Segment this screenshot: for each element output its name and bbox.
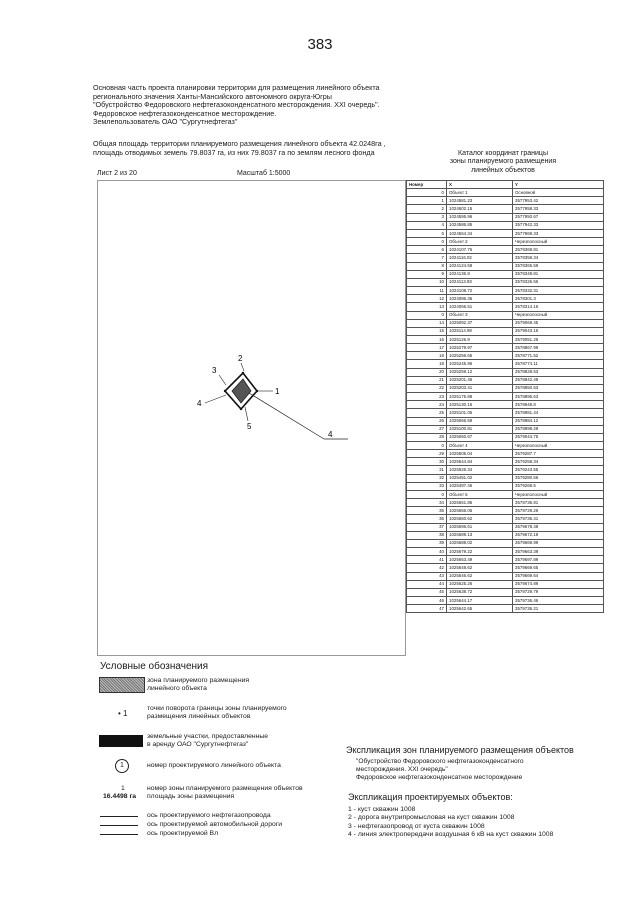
explication-object-item: 1 - куст скважин 1008: [348, 806, 416, 813]
cell-number: 33: [407, 482, 447, 490]
cell-number: 17: [407, 344, 447, 352]
table-row: [407, 556, 604, 564]
point-symbol-number: 1: [123, 709, 128, 718]
map-label-point-2: 2: [238, 354, 243, 363]
table-row: [407, 384, 604, 392]
cell-y: Черезполосный: [513, 490, 604, 498]
cell-number: 0: [407, 311, 447, 319]
cell-y: 3578828.53: [513, 368, 604, 376]
table-row: [407, 246, 604, 254]
cell-number: 9: [407, 270, 447, 278]
cell-y: 3579669.99: [513, 539, 604, 547]
cell-number: 16: [407, 335, 447, 343]
cell-number: 41: [407, 556, 447, 564]
cell-x: 1025101.06: [447, 409, 513, 417]
table-row: [407, 482, 604, 490]
cell-number: 2: [407, 205, 447, 213]
cell-x: 1025066.59: [447, 417, 513, 425]
table-row: [407, 335, 604, 343]
cell-y: 3578842.48: [513, 376, 604, 384]
table-row: [407, 417, 604, 425]
cell-number: 3: [407, 213, 447, 221]
table-row: [407, 376, 604, 384]
zone-number-area: 16.4498 га: [103, 793, 137, 800]
cell-x: 1024602.15: [447, 205, 513, 213]
table-row: [407, 254, 604, 262]
cell-number: 25: [407, 409, 447, 417]
cell-x: 1024564.34: [447, 229, 513, 237]
cell-x: 1025544.84: [447, 458, 513, 466]
table-row: [407, 327, 604, 335]
cell-y: 3579069.45: [513, 319, 604, 327]
document-header: [93, 84, 533, 127]
cell-y: 3579697.89: [513, 556, 604, 564]
cell-x: 1025279.97: [447, 344, 513, 352]
explication-zones-line: месторождения. XXI очередь": [356, 766, 448, 773]
cell-number: 21: [407, 376, 447, 384]
explication-object-item: 4 - линия электропередачи воздушная 6 кВ на куст скважин 1008: [348, 831, 554, 839]
pipeline-line-symbol: [100, 816, 138, 817]
cell-number: 37: [407, 523, 447, 531]
table-row: [407, 401, 604, 409]
cell-y: 3579669.64: [513, 572, 604, 580]
table-row: [407, 458, 604, 466]
cell-y: 3577958.33: [513, 205, 604, 213]
cell-x: 1025679.22: [447, 548, 513, 556]
column-header-y: Y: [513, 181, 604, 189]
legend-line-pipeline: ось проектируемого нефтегазопровода: [147, 812, 271, 819]
map-label-point-3: 3: [212, 366, 217, 375]
header-line: регионального значения Ханты-Мансийского автономного округа-Югры: [93, 91, 332, 101]
cell-number: 19: [407, 360, 447, 368]
cell-number: 14: [407, 319, 447, 327]
cell-number: 47: [407, 605, 447, 613]
cell-x: 1025638.72: [447, 588, 513, 596]
explication-zones-title: Экспликация зон планируемого размещения объектов: [346, 745, 574, 755]
cell-number: 4: [407, 221, 447, 229]
legend-land-line: в аренду ОАО "Сургутнефтегаз": [147, 741, 249, 748]
cell-x: Объект 1: [447, 189, 513, 197]
cell-y: Черезполосный: [513, 238, 604, 246]
leader-line-2: [241, 363, 244, 371]
table-row: [407, 442, 604, 450]
legend-land: [147, 733, 268, 749]
legend-zone-line: зона планируемого размещения: [147, 677, 250, 684]
cell-number: 10: [407, 278, 447, 286]
cell-y: 3578895.63: [513, 393, 604, 401]
table-row: [407, 213, 604, 221]
table-row: [407, 344, 604, 352]
explication-object-item: 2 - дорога внутрипромысловая на куст скважин 1008: [348, 814, 515, 822]
explication-object-item: 3 - нефтегазопровод от куста скважин 1008: [348, 822, 485, 830]
cell-x: 1024108.72: [447, 287, 513, 295]
cell-y: 3579258.34: [513, 458, 604, 466]
table-row: [407, 605, 604, 613]
legend-zone-number: [147, 785, 303, 801]
cell-x: 1024086.36: [447, 295, 513, 303]
cell-x: 1024595.96: [447, 213, 513, 221]
cell-number: 45: [407, 588, 447, 596]
legend-zone-number-line: площадь зоны размещения: [147, 793, 235, 800]
legend-point: [147, 705, 287, 721]
cell-number: 20: [407, 368, 447, 376]
table-row: [407, 278, 604, 286]
map-label-point-5: 5: [247, 422, 252, 431]
point-marker-4: [224, 390, 226, 392]
cell-y: 3578326.56: [513, 278, 604, 286]
cell-y: 3579044.75: [513, 433, 604, 441]
cell-number: 0: [407, 442, 447, 450]
cell-number: 1: [407, 197, 447, 205]
explication-zones-line: "Обустройство Федоровского нефтегазоконденсатного: [356, 758, 524, 765]
table-row: [407, 287, 604, 295]
cell-x: 1025100.81: [447, 425, 513, 433]
table-row: [407, 433, 604, 441]
cell-x: 1024113.93: [447, 278, 513, 286]
cell-number: 0: [407, 490, 447, 498]
cell-number: 0: [407, 189, 447, 197]
cell-x: 1025201.46: [447, 376, 513, 384]
point-marker-1: [256, 390, 258, 392]
cell-x: 1024116.02: [447, 254, 513, 262]
cell-x: 1025525.34: [447, 466, 513, 474]
table-row: [407, 564, 604, 572]
cell-number: 6: [407, 246, 447, 254]
scale-label: Масштаб 1:5000: [237, 170, 291, 177]
site-map: [98, 181, 407, 657]
area-line: площадь отводимых земель 79.8037 га, из них 79.8037 га по землям лесного фонда: [93, 147, 375, 157]
cell-y: 3579674.89: [513, 580, 604, 588]
cell-y: 3579736.81: [513, 499, 604, 507]
point-marker-5: [240, 408, 242, 410]
cell-number: 0: [407, 238, 447, 246]
cell-number: 28: [407, 433, 447, 441]
sheet-label: Лист 2 из 20: [97, 170, 137, 177]
cell-y: 3578984.12: [513, 417, 604, 425]
cell-number: 8: [407, 262, 447, 270]
table-row: [407, 548, 604, 556]
legend-zone: [147, 677, 249, 693]
cell-y: 3579729.26: [513, 507, 604, 515]
cell-y: 3578314.16: [513, 303, 604, 311]
cell-x: 1025642.65: [447, 605, 513, 613]
table-row: [407, 197, 604, 205]
cell-y: 3578867.99: [513, 344, 604, 352]
cell-y: 3578998.29: [513, 425, 604, 433]
cell-x: Объект 3: [447, 311, 513, 319]
road-line-symbol: [100, 825, 138, 826]
cell-y: Черезполосный: [513, 311, 604, 319]
table-row: [407, 360, 604, 368]
cell-number: 15: [407, 327, 447, 335]
legend-point-line: размещения линейных объектов: [147, 713, 251, 720]
legend-object-number: номер проектируемого линейного объекта: [147, 762, 281, 769]
cell-y: 3579663.39: [513, 548, 604, 556]
legend-line-power: ось проектируемой Вл: [147, 830, 219, 837]
legend-land-line: земельные участки, предоставленные: [147, 733, 269, 740]
cell-number: 43: [407, 572, 447, 580]
legend-zone-line: линейного объекта: [147, 685, 207, 692]
area-line: Общая площадь территории планируемого размещения линейного объекта 42.0248га ,: [93, 139, 386, 148]
cell-y: 3578774.11: [513, 360, 604, 368]
cell-x: 1025259.12: [447, 368, 513, 376]
cell-number: 5: [407, 229, 447, 237]
cell-x: 1025644.17: [447, 596, 513, 604]
catalog-title: [438, 150, 568, 175]
cell-y: 3578850.53: [513, 384, 604, 392]
table-row: [407, 499, 604, 507]
explication-zones-line: Федоровское нефтегазоконденсатное месторождение: [356, 774, 523, 781]
table-row: [407, 295, 604, 303]
cell-x: 1024066.51: [447, 303, 513, 311]
catalog-title-line: Каталог координат границы: [458, 150, 548, 157]
cell-number: 40: [407, 548, 447, 556]
cell-y: 3578348.81: [513, 270, 604, 278]
cell-number: 38: [407, 531, 447, 539]
cell-y: 3578358.34: [513, 254, 604, 262]
power-line-axis: [249, 393, 324, 439]
cell-number: 42: [407, 564, 447, 572]
table-row: [407, 229, 604, 237]
cell-y: 3578365.59: [513, 262, 604, 270]
table-row: [407, 319, 604, 327]
table-row: [407, 450, 604, 458]
table-row: [407, 474, 604, 482]
table-row: [407, 238, 604, 246]
table-row: [407, 539, 604, 547]
table-row: [407, 507, 604, 515]
table-row: [407, 596, 604, 604]
cell-x: Объект 5: [447, 490, 513, 498]
cell-y: Черезполосный: [513, 442, 604, 450]
cell-x: 1024107.76: [447, 246, 513, 254]
cell-y: 3579735.41: [513, 515, 604, 523]
cell-y: 3578301.3: [513, 295, 604, 303]
cell-y: 3579672.18: [513, 531, 604, 539]
pad-area: [232, 379, 251, 403]
cell-y: 3579268.5: [513, 482, 604, 490]
cell-x: 1025203.41: [447, 384, 513, 392]
legend-line-road: ось проектируемой автомобильной дороги: [147, 821, 283, 828]
table-row: [407, 515, 604, 523]
table-row: [407, 221, 604, 229]
cell-x: 1025256.65: [447, 352, 513, 360]
table-row: [407, 466, 604, 474]
power-line-symbol: [100, 834, 138, 835]
cell-number: 27: [407, 425, 447, 433]
object-number-circle-icon: 1: [115, 759, 129, 773]
cell-x: 1025126.9: [447, 335, 513, 343]
cell-x: Объект 2: [447, 238, 513, 246]
cell-y: 3577942.33: [513, 221, 604, 229]
table-row: [407, 572, 604, 580]
cell-y: 3578771.52: [513, 352, 604, 360]
table-header-row: [407, 181, 604, 189]
cell-number: 13: [407, 303, 447, 311]
cell-x: 1025656.06: [447, 507, 513, 515]
legend-zone-number-line: номер зоны планируемого размещения объектов: [147, 785, 303, 792]
explication-zones: [356, 758, 524, 782]
cell-number: 12: [407, 295, 447, 303]
table-row: [407, 311, 604, 319]
table-row: [407, 588, 604, 596]
cell-number: 7: [407, 254, 447, 262]
table-row: [407, 303, 604, 311]
cell-x: 1025114.98: [447, 327, 513, 335]
cell-x: 1024586.85: [447, 221, 513, 229]
cell-y: 3578332.31: [513, 287, 604, 295]
cell-x: 1025660.62: [447, 515, 513, 523]
cell-y: 3577969.33: [513, 229, 604, 237]
cell-x: 1025245.96: [447, 360, 513, 368]
cell-number: 18: [407, 352, 447, 360]
leader-line-3: [219, 375, 226, 385]
table-row: [407, 352, 604, 360]
zone-number-symbol: 1: [121, 785, 125, 792]
cell-number: 44: [407, 580, 447, 588]
cell-x: 1025651.85: [447, 499, 513, 507]
explication-objects: [348, 806, 553, 840]
cell-number: 34: [407, 499, 447, 507]
header-line: Федоровское нефтегазоконденсатное месторождение.: [93, 108, 277, 118]
cell-x: 1025175.88: [447, 393, 513, 401]
cell-number: 24: [407, 401, 447, 409]
map-label-object-4: 4: [328, 430, 333, 439]
column-header-x: X: [447, 181, 513, 189]
cell-y: 3577950.67: [513, 213, 604, 221]
cell-number: 29: [407, 450, 447, 458]
cell-y: 3579280.56: [513, 474, 604, 482]
cell-x: 1025653.49: [447, 556, 513, 564]
catalog-title-line: зоны планируемого размещения: [449, 158, 557, 166]
cell-y: 3579051.26: [513, 335, 604, 343]
cell-x: 1025060.67: [447, 433, 513, 441]
cell-y: 3578368.81: [513, 246, 604, 254]
zone-swatch: [99, 677, 145, 693]
cell-x: 1025491.02: [447, 474, 513, 482]
cell-y: 3579287.7: [513, 450, 604, 458]
cell-x: 1025130.16: [447, 401, 513, 409]
cell-y: 3579729.79: [513, 588, 604, 596]
cell-y: 3579043.16: [513, 327, 604, 335]
cell-y: 3579243.55: [513, 466, 604, 474]
leader-line-5: [245, 407, 248, 421]
cell-number: 35: [407, 507, 447, 515]
table-row: [407, 425, 604, 433]
cell-y: 3578948.8: [513, 401, 604, 409]
table-row: [407, 189, 604, 197]
table-row: [407, 523, 604, 531]
cell-x: 1024124.58: [447, 262, 513, 270]
cell-x: 1025696.61: [447, 523, 513, 531]
cell-x: 1025505.04: [447, 450, 513, 458]
cell-number: 36: [407, 515, 447, 523]
point-marker-2: [242, 372, 244, 374]
header-line: Землепользователь ОАО "Сургутнефтегаз": [93, 117, 238, 127]
cell-y: 3579736.21: [513, 605, 604, 613]
table-body: [407, 189, 604, 613]
column-header-number: Номер: [407, 181, 447, 189]
header-line: Основная часть проекта планировки территории для размещения линейного объекта: [93, 83, 380, 92]
point-symbol: [118, 710, 128, 718]
legend-title: Условные обозначения: [100, 661, 209, 672]
cell-x: Объект 4: [447, 442, 513, 450]
map-label-point-1: 1: [275, 387, 280, 396]
explication-objects-title: Экспликация проектируемых объектов:: [348, 792, 513, 802]
cell-number: 11: [407, 287, 447, 295]
cell-x: 1025625.26: [447, 580, 513, 588]
point-dot-icon: •: [118, 709, 121, 718]
coordinate-catalog-table: [406, 180, 604, 613]
cell-number: 46: [407, 596, 447, 604]
cell-y: 3577953.42: [513, 197, 604, 205]
map-frame: [97, 180, 406, 656]
cell-y: 3579669.65: [513, 564, 604, 572]
land-swatch: [99, 735, 143, 747]
cell-x: 1024136.8: [447, 270, 513, 278]
cell-x: 1025497.46: [447, 482, 513, 490]
cell-x: 1025648.62: [447, 564, 513, 572]
header-line: "Обустройство Федоровского нефтегазоконденсатного месторождения. XXI очередь".: [93, 100, 380, 110]
legend-point-line: точки поворота границы зоны планируемого: [147, 705, 287, 712]
table-row: [407, 393, 604, 401]
catalog-title-line: линейных объектов: [471, 166, 535, 174]
table-row: [407, 368, 604, 376]
table-row: [407, 409, 604, 417]
page-number: 383: [307, 36, 333, 53]
cell-number: 39: [407, 539, 447, 547]
cell-y: 3579678.48: [513, 523, 604, 531]
leader-line-4: [205, 395, 226, 403]
table-row: [407, 270, 604, 278]
cell-number: 23: [407, 393, 447, 401]
cell-x: 1025646.62: [447, 572, 513, 580]
cell-x: 1025092.37: [447, 319, 513, 327]
cell-x: 1024581.23: [447, 197, 513, 205]
table-row: [407, 205, 604, 213]
cell-x: 1025688.02: [447, 539, 513, 547]
cell-y: Основной: [513, 189, 604, 197]
table-row: [407, 262, 604, 270]
map-label-point-4: 4: [197, 399, 202, 408]
cell-number: 32: [407, 474, 447, 482]
table-row: [407, 531, 604, 539]
cell-y: 3578981.44: [513, 409, 604, 417]
cell-y: 3579736.46: [513, 596, 604, 604]
cell-x: 1025689.13: [447, 531, 513, 539]
cell-number: 22: [407, 384, 447, 392]
table-row: [407, 490, 604, 498]
cell-number: 30: [407, 458, 447, 466]
cell-number: 31: [407, 466, 447, 474]
table-row: [407, 580, 604, 588]
cell-number: 26: [407, 417, 447, 425]
